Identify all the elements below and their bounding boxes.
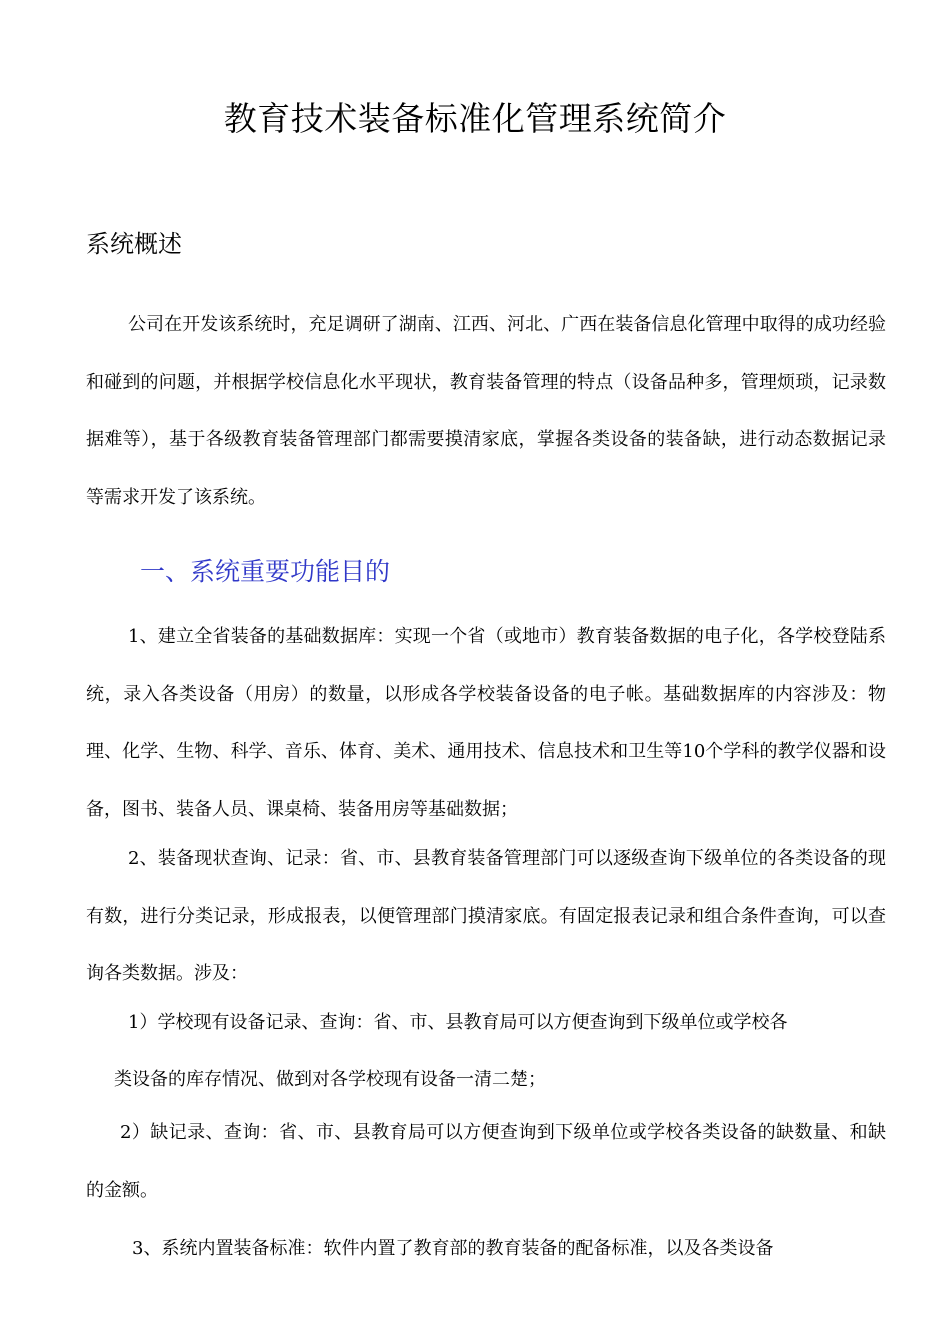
sub-item-1-line-1: 1）学校现有设备记录、查询：省、市、县教育局可以方便查询到下级单位或学校各	[128, 1012, 788, 1033]
item-2-paragraph: 2、装备现状查询、记录：省、市、县教育装备管理部门可以逐级查询下级单位的各类设备的现有数，进行分类记录，形成报表，以便管理部门摸清家底。有固定报表记录和组合条件查询，可以查询各类数据。涉及：	[86, 848, 886, 984]
sub-item-1-line-2: 类设备的库存情况、做到对各学校现有设备一清二楚；	[114, 1069, 546, 1090]
overview-heading: 系统概述	[86, 230, 182, 258]
item-1-paragraph: 1、建立全省装备的基础数据库：实现一个省（或地市）教育装备数据的电子化，各学校登陆系统，录入各类设备（用房）的数量，以形成各学校装备设备的电子帐。基础数据库的内容涉及：物理、化学、生物、科学、音乐、体育、美术、通用技术、信息技术和卫生等10个学科的教学仪器和设备，图书、装备人员、课桌椅、装备用房等基础数据；	[86, 626, 886, 820]
overview-paragraph: 公司在开发该系统时，充足调研了湖南、江西、河北、广西在装备信息化管理中取得的成功经验和碰到的问题，并根据学校信息化水平现状，教育装备管理的特点（设备品种多，管理烦琐，记录数据难等），基于各级教育装备管理部门都需要摸清家底，掌握各类设备的装备缺，进行动态数据记录等需求开发了该系统。	[86, 314, 886, 508]
section-one-heading: 一、系统重要功能目的	[140, 557, 391, 586]
document-title: 教育技术装备标准化管理系统简介	[223, 99, 727, 138]
sub-item-2-paragraph: 2）缺记录、查询：省、市、县教育局可以方便查询到下级单位或学校各类设备的缺数量、和缺的金额。	[86, 1122, 886, 1201]
item-3-paragraph: 3、系统内置装备标准：软件内置了教育部的教育装备的配备标准，以及各类设备	[132, 1238, 774, 1259]
